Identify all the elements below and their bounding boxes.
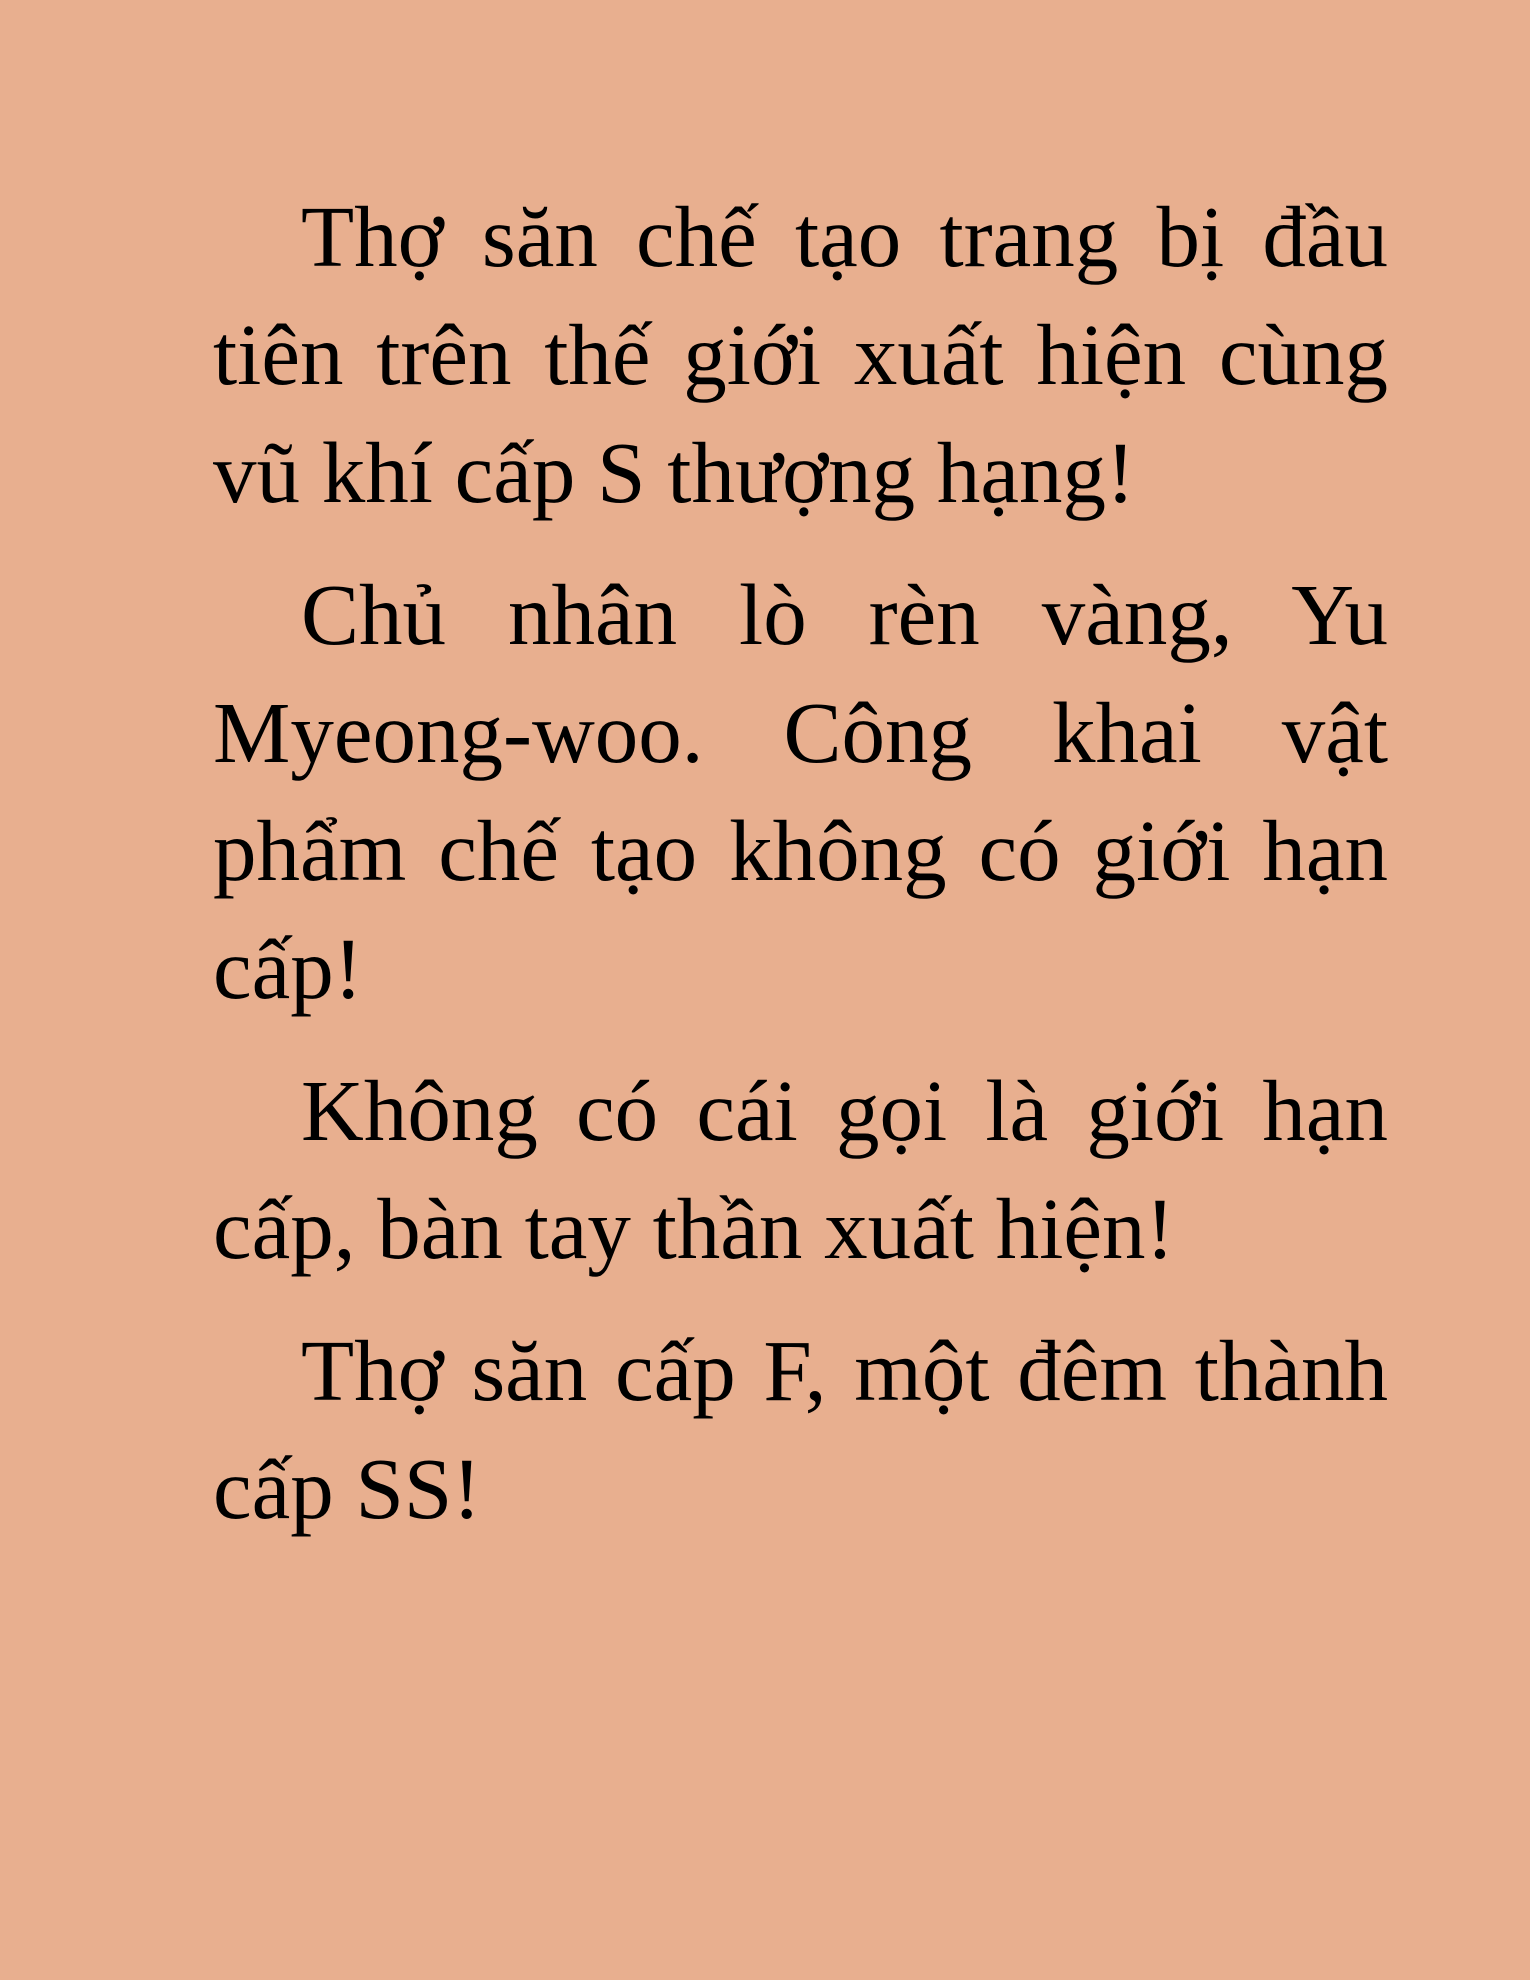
paragraph-4: Thợ săn cấp F, một đêm thành cấp SS! — [213, 1322, 1388, 1537]
paragraph-1: Thợ săn chế tạo trang bị đầu tiên trên thế giới xuất hiện cùng vũ khí cấp S thượng hạng! — [213, 188, 1388, 521]
paragraph-3: Không có cái gọi là giới hạn cấp, bàn tay thần xuất hiện! — [213, 1062, 1388, 1277]
paragraph-2: Chủ nhân lò rèn vàng, Yu Myeong-woo. Công khai vật phẩm chế tạo không có giới hạn cấp! — [213, 566, 1388, 1017]
body-text — [213, 178, 1388, 1572]
